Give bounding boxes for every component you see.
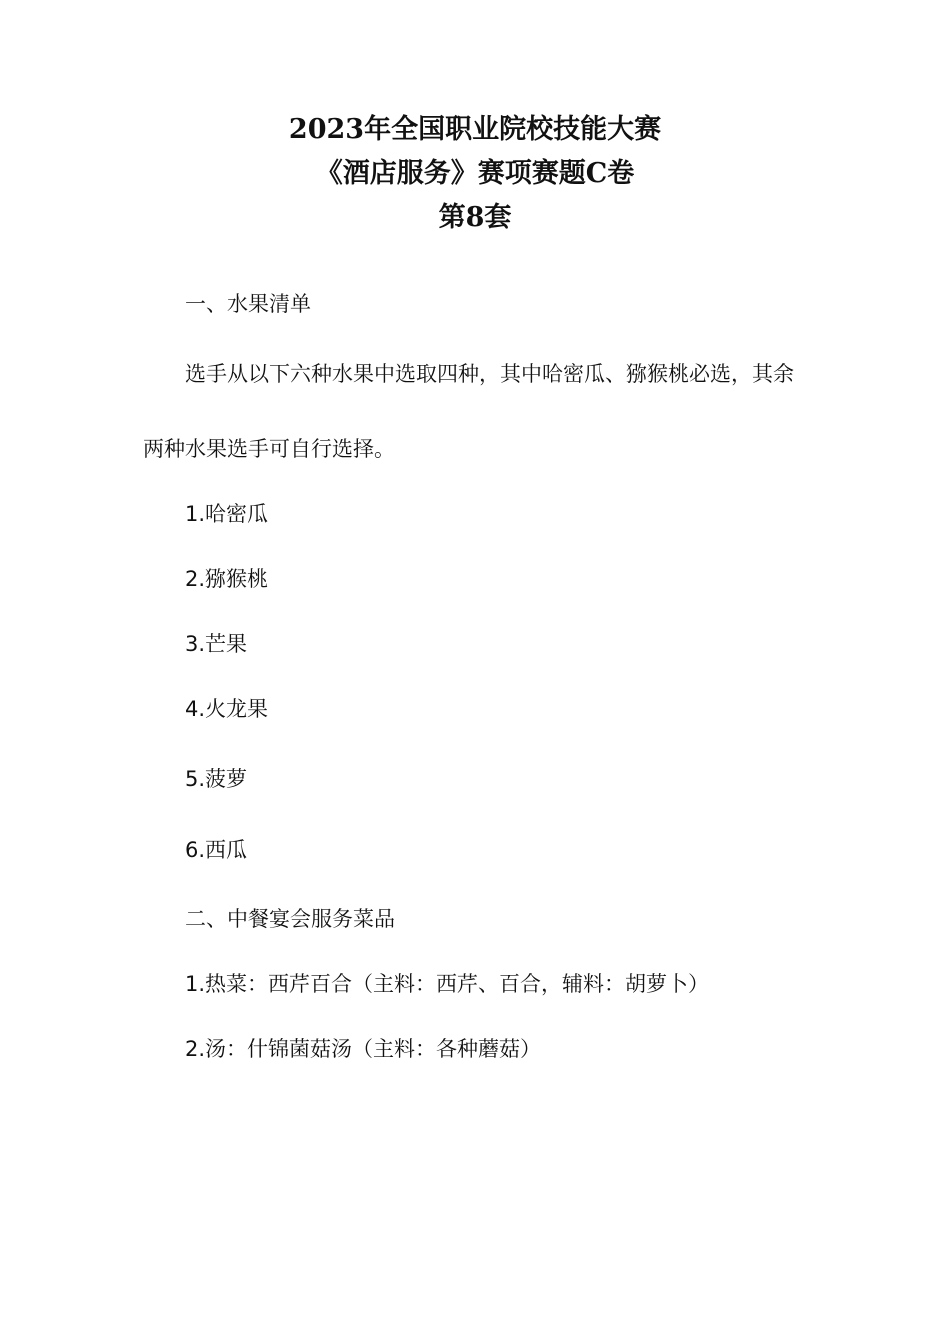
fruit-intro-line-2: 两种水果选手可自行选择。 [143, 437, 395, 461]
dish-item-2: 2.汤：什锦菌菇汤（主料：各种蘑菇） [185, 1037, 542, 1061]
title-line-3: 第8套 [438, 202, 512, 233]
title-line-1: 2023年全国职业院校技能大赛 [288, 114, 662, 145]
fruit-item-6: 6.西瓜 [185, 838, 248, 862]
dish-item-1: 1.热菜：西芹百合（主料：西芹、百合，辅料：胡萝卜） [185, 972, 710, 996]
title-line-2: 《酒店服务》赛项赛题C卷 [315, 158, 635, 189]
fruit-section-heading: 一、水果清单 [185, 292, 311, 316]
fruit-intro-line-1: 选手从以下六种水果中选取四种，其中哈密瓜、猕猴桃必选，其余 [185, 362, 794, 386]
dishes-section-heading: 二、中餐宴会服务菜品 [185, 907, 395, 931]
fruit-item-3: 3.芒果 [185, 632, 248, 656]
fruit-item-1: 1.哈密瓜 [185, 502, 269, 526]
fruit-item-2: 2.猕猴桃 [185, 567, 269, 591]
fruit-item-5: 5.菠萝 [185, 767, 248, 791]
fruit-item-4: 4.火龙果 [185, 697, 269, 721]
